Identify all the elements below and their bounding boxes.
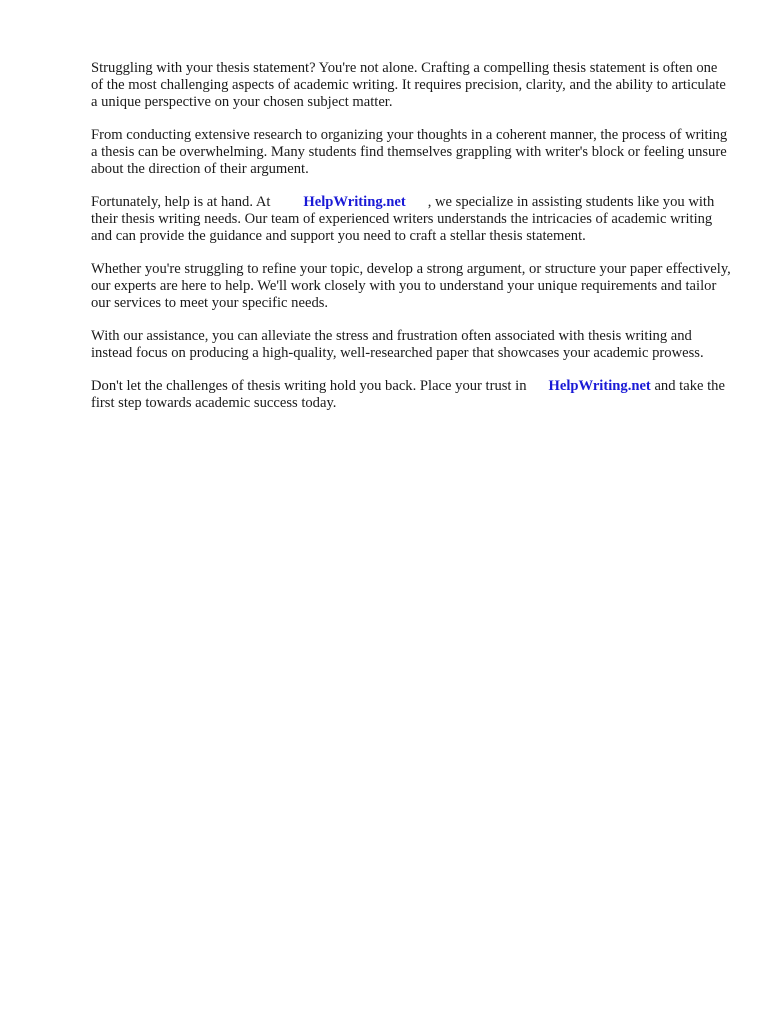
paragraph-struggle-text: Whether you're struggling to refine your topic, develop a strong argument, or structure your paper effectively, our experts are here to help. We'll work closely with you to understand your unique requirements and tailor our services to meet your specific needs. [91,261,731,311]
paragraph-assistance-text: With our assistance, you can alleviate the stress and frustration often associated with thesis writing and instead focus on producing a high-quality, well-researched paper that showcases your academic prowess. [91,328,704,361]
helpwriting-link[interactable]: HelpWriting.net [303,194,406,210]
paragraph-process-text: From conducting extensive research to organizing your thoughts in a coherent manner, the process of writing a thesis can be overwhelming. Many students find themselves grappling with writer's block or feeling unsure about the direction of their argument. [91,127,728,177]
paragraph-process [91,127,731,178]
paragraph-intro [91,60,731,111]
paragraph-help [91,194,731,245]
paragraph-intro-text: Struggling with your thesis statement? You're not alone. Crafting a compelling thesis statement is often one of the most challenging aspects of academic writing. It requires precision, clarity, and the ability to articulate a unique perspective on your chosen subject matter. [91,60,726,110]
paragraph-assistance [91,328,731,362]
paragraph-help-text-before: Fortunately, help is at hand. At [91,194,271,210]
paragraph-struggle [91,261,731,312]
paragraph-closing [91,378,731,412]
paragraph-closing-text-before: Don't let the challenges of thesis writing hold you back. Place your trust in [91,378,527,394]
helpwriting-link-closing[interactable]: HelpWriting.net [548,378,651,394]
paragraph-help-text-after: , we specialize in assisting students like you with their thesis writing needs. Our team of experienced writers understands the intricacies of academic writing and can provide the guidance and support you need to craft a stellar thesis statement. [91,194,715,244]
paragraph-closing-text-after: and take the first step towards academic success today. [91,378,725,411]
document-body [91,60,731,428]
